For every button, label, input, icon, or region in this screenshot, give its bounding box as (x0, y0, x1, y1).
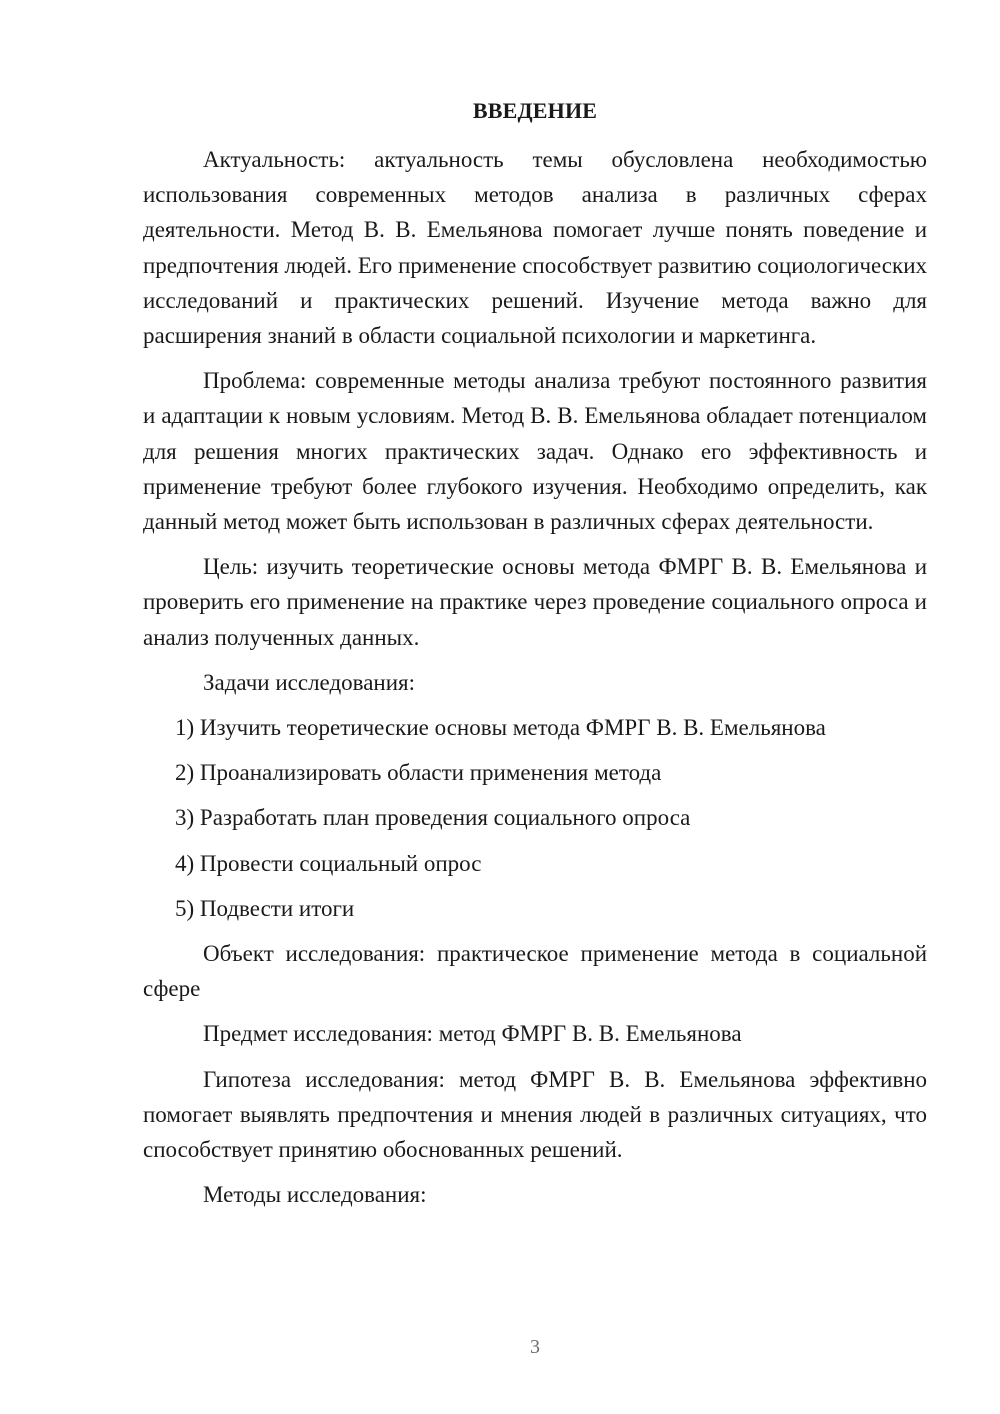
task-item: 2) Проанализировать области применения метода (175, 760, 662, 786)
goal-paragraph: Цель: изучить теоретические основы метода ФМРГ В. В. Емельянова и проверить его применение на практике через проведение социального опроса и анализ полученных данных. (143, 554, 927, 650)
page-title: ВВЕДЕНИЕ (472, 98, 598, 123)
problem-paragraph: Проблема: современные методы анализа требуют постоянного развития и адаптации к новым условиям. Метод В. В. Емельянова обладает потенциалом для решения многих практических задач. Однако его эффективность и применение требуют более глубокого изучения. Необходимо определить, как данный метод может быть использован в различных сферах деятельности. (143, 368, 927, 535)
task-item: 3) Разработать план проведения социального опроса (175, 805, 691, 831)
hypothesis-paragraph: Гипотеза исследования: метод ФМРГ В. В. Емельянова эффективно помогает выявлять предпочтения и мнения людей в различных ситуациях, что способствует принятию обоснованных решений. (143, 1066, 927, 1163)
document-page (143, 0, 927, 1414)
page-number: 3 (530, 1336, 540, 1358)
tasks-list (143, 710, 927, 926)
relevance-paragraph: Актуальность: актуальность темы обусловлена необходимостью использования современных методов анализа в различных сферах деятельности. Метод В. В. Емельянова помогает лучше понять поведение и предпочтения людей. Его применение способствует развитию социологических исследований и практических решений. Изучение метода важно для расширения знаний в области социальной психологии и маркетинга. (143, 147, 927, 349)
task-item: 5) Подвести итоги (175, 895, 355, 921)
subject-paragraph: Предмет исследования: метод ФМРГ В. В. Емельянова (203, 1021, 742, 1047)
task-item: 4) Провести социальный опрос (175, 850, 482, 876)
methods-heading: Методы исследования: (203, 1182, 427, 1208)
document-body (143, 142, 927, 1222)
object-paragraph: Объект исследования: практическое применение метода в социальной сфере (143, 941, 927, 1002)
task-item: 1) Изучить теоретические основы метода ФМРГ В. В. Емельянова (175, 715, 826, 741)
tasks-heading: Задачи исследования: (203, 669, 416, 695)
